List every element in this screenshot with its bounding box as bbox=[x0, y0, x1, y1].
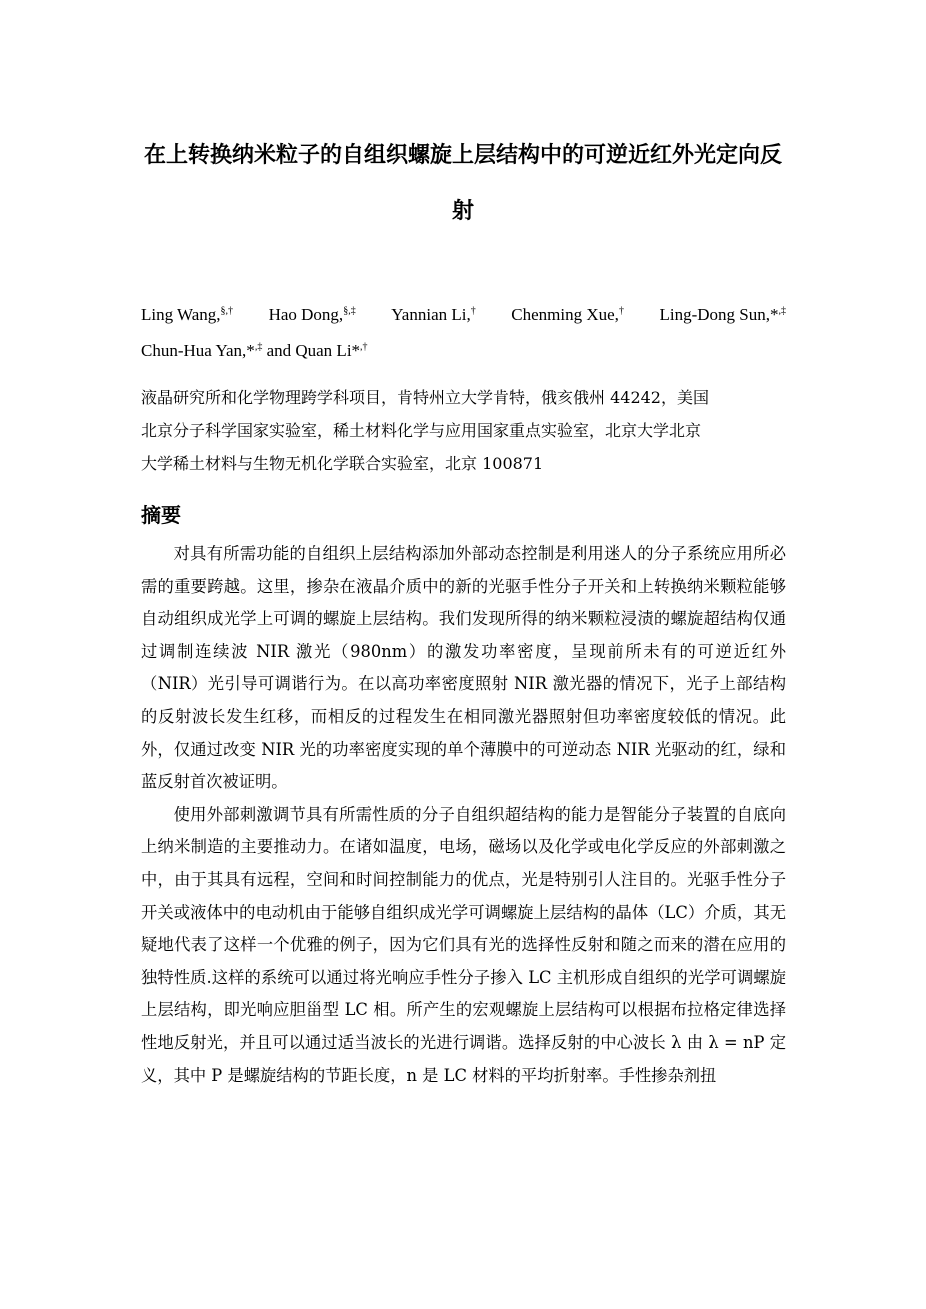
author-list bbox=[141, 297, 786, 369]
affiliations bbox=[141, 381, 786, 480]
author: Hao Dong,§,‡ bbox=[268, 305, 356, 324]
affiliation-line: 北京分子科学国家实验室，稀土材料化学与应用国家重点实验室，北京大学北京 bbox=[141, 421, 702, 440]
author: Chun-Hua Yan,*,‡ bbox=[141, 341, 263, 360]
author: and Quan Li*,† bbox=[266, 341, 368, 360]
author: Ling-Dong Sun,*,‡ bbox=[659, 305, 786, 324]
author: Ling Wang,§,† bbox=[141, 305, 234, 324]
paper-title: 在上转换纳米粒子的自组织螺旋上层结构中的可逆近红外光定向反射 bbox=[143, 143, 782, 224]
affiliation-line: 液晶研究所和化学物理跨学科项目，肯特州立大学肯特，俄亥俄州 44242，美国 bbox=[141, 388, 709, 407]
author: Yannian Li,† bbox=[391, 305, 476, 324]
affiliation-line: 大学稀土材料与生物无机化学联合实验室，北京 100871 bbox=[141, 454, 544, 473]
author-line-1 bbox=[141, 297, 786, 333]
author: Chenming Xue,† bbox=[511, 305, 624, 324]
body-text bbox=[141, 538, 786, 1092]
abstract-heading: 摘要 bbox=[141, 503, 181, 527]
abstract-paragraph: 对具有所需功能的自组织上层结构添加外部动态控制是利用迷人的分子系统应用所必需的重要跨越。这里，掺杂在液晶介质中的新的光驱手性分子开关和上转换纳米颗粒能够自动组织成光学上可调的螺旋上层结构。我们发现所得的纳米颗粒浸渍的螺旋超结构仅通过调制连续波 NIR 激光（980nm）的激发功率密度，呈现前所未有的可逆近红外（NIR）光引导可调谐行为。在以高功率密度照射 NIR 激光器的情况下，光子上部结构的反射波长发生红移，而相反的过程发生在相同激光器照射但功率密度较低的情况。此外，仅通过改变 NIR 光的功率密度实现的单个薄膜中的可逆动态 NIR 光驱动的红，绿和蓝反射首次被证明。 bbox=[141, 544, 786, 792]
body-paragraph: 使用外部刺激调节具有所需性质的分子自组织超结构的能力是智能分子装置的自底向上纳米制造的主要推动力。在诸如温度，电场，磁场以及化学或电化学反应的外部刺激之中，由于其具有远程，空间和时间控制能力的优点，光是特别引人注目的。光驱手性分子开关或液体中的电动机由于能够自组织成光学可调螺旋上层结构的晶体（LC）介质，其无疑地代表了这样一个优雅的例子，因为它们具有光的选择性反射和随之而来的潜在应用的独特性质.这样的系统可以通过将光响应手性分子掺入 LC 主机形成自组织的光学可调螺旋上层结构，即光响应胆甾型 LC 相。所产生的宏观螺旋上层结构可以根据布拉格定律选择性地反射光，并且可以通过适当波长的光进行调谐。选择反射的中心波长 λ 由 λ = nP 定义，其中 P 是螺旋结构的节距长度，n 是 LC 材料的平均折射率。手性掺杂剂扭 bbox=[141, 804, 786, 1085]
author-line-2 bbox=[141, 333, 786, 369]
